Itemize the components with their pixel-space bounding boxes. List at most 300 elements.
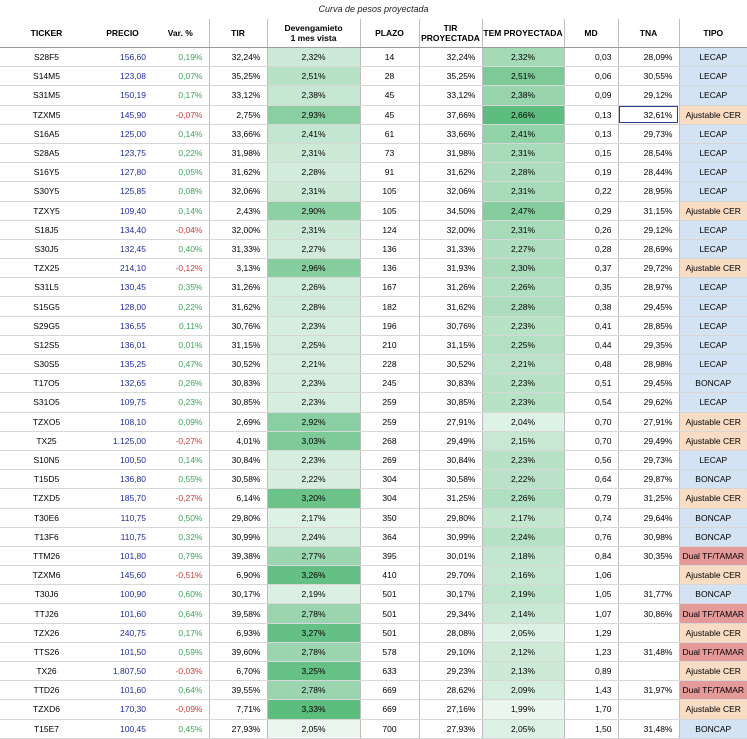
plazo-cell[interactable]: 45 (360, 86, 419, 105)
tir-proyectada-cell[interactable]: 31,26% (419, 278, 482, 297)
price-cell[interactable]: 123,75 (93, 143, 152, 162)
tir-cell[interactable]: 33,12% (209, 86, 267, 105)
price-cell[interactable]: 136,80 (93, 470, 152, 489)
tir-cell[interactable]: 31,62% (209, 297, 267, 316)
tir-cell[interactable]: 30,76% (209, 316, 267, 335)
md-cell[interactable]: 0,13 (564, 105, 618, 124)
tipo-cell[interactable]: BONCAP (679, 585, 747, 604)
tipo-cell[interactable]: Ajustable CER (679, 201, 747, 220)
tem-proyectada-cell[interactable]: 1,99% (482, 700, 564, 719)
tna-cell[interactable]: 29,72% (618, 259, 679, 278)
tir-proyectada-cell[interactable]: 30,85% (419, 393, 482, 412)
plazo-cell[interactable]: 304 (360, 489, 419, 508)
price-cell[interactable]: 135,25 (93, 355, 152, 374)
ticker-cell[interactable]: S15G5 (0, 297, 93, 316)
tna-cell[interactable]: 29,73% (618, 124, 679, 143)
tir-proyectada-cell[interactable]: 27,93% (419, 719, 482, 738)
price-cell[interactable]: 132,65 (93, 374, 152, 393)
table-row[interactable] (0, 374, 747, 393)
ticker-cell[interactable]: S28A5 (0, 143, 93, 162)
ticker-cell[interactable]: T15D5 (0, 470, 93, 489)
price-cell[interactable]: 109,75 (93, 393, 152, 412)
table-row[interactable] (0, 201, 747, 220)
table-row[interactable] (0, 489, 747, 508)
tipo-cell[interactable]: BONCAP (679, 374, 747, 393)
tir-proyectada-cell[interactable]: 30,52% (419, 355, 482, 374)
var-cell[interactable]: 0,32% (152, 527, 209, 546)
tipo-cell[interactable]: BONCAP (679, 527, 747, 546)
tem-proyectada-cell[interactable]: 2,41% (482, 124, 564, 143)
md-cell[interactable]: 0,15 (564, 143, 618, 162)
tem-proyectada-cell[interactable]: 2,26% (482, 489, 564, 508)
tipo-cell[interactable]: BONCAP (679, 508, 747, 527)
devengamiento-cell[interactable]: 3,27% (267, 623, 360, 642)
ticker-cell[interactable]: TZXD5 (0, 489, 93, 508)
table-row[interactable] (0, 86, 747, 105)
var-cell[interactable]: 0,79% (152, 546, 209, 565)
devengamiento-cell[interactable]: 2,23% (267, 450, 360, 469)
plazo-cell[interactable]: 268 (360, 431, 419, 450)
devengamiento-cell[interactable]: 2,51% (267, 67, 360, 86)
price-cell[interactable]: 1.125,00 (93, 431, 152, 450)
ticker-cell[interactable]: T30E6 (0, 508, 93, 527)
ticker-cell[interactable]: TZX26 (0, 623, 93, 642)
ticker-cell[interactable]: S31L5 (0, 278, 93, 297)
md-cell[interactable]: 0,26 (564, 220, 618, 239)
var-cell[interactable]: -0,07% (152, 105, 209, 124)
table-row[interactable] (0, 719, 747, 738)
tem-proyectada-cell[interactable]: 2,05% (482, 719, 564, 738)
md-cell[interactable]: 1,05 (564, 585, 618, 604)
devengamiento-cell[interactable]: 2,23% (267, 393, 360, 412)
tem-proyectada-cell[interactable]: 2,19% (482, 585, 564, 604)
tipo-cell[interactable]: LECAP (679, 67, 747, 86)
plazo-cell[interactable]: 578 (360, 642, 419, 661)
price-cell[interactable]: 127,80 (93, 163, 152, 182)
var-cell[interactable]: 0,60% (152, 585, 209, 604)
table-row[interactable] (0, 527, 747, 546)
var-cell[interactable]: -0,09% (152, 700, 209, 719)
tna-cell[interactable]: 27,91% (618, 412, 679, 431)
price-cell[interactable]: 109,40 (93, 201, 152, 220)
tipo-cell[interactable]: LECAP (679, 316, 747, 335)
tem-proyectada-cell[interactable]: 2,24% (482, 527, 564, 546)
tir-cell[interactable]: 29,80% (209, 508, 267, 527)
tna-cell[interactable]: 30,55% (618, 67, 679, 86)
tem-proyectada-cell[interactable]: 2,51% (482, 67, 564, 86)
tipo-cell[interactable]: LECAP (679, 124, 747, 143)
tir-proyectada-cell[interactable]: 31,62% (419, 163, 482, 182)
devengamiento-cell[interactable]: 2,24% (267, 527, 360, 546)
plazo-cell[interactable]: 61 (360, 124, 419, 143)
tna-cell[interactable]: 31,77% (618, 585, 679, 604)
devengamiento-cell[interactable]: 3,20% (267, 489, 360, 508)
devengamiento-cell[interactable]: 2,92% (267, 412, 360, 431)
table-row[interactable] (0, 278, 747, 297)
tir-cell[interactable]: 31,26% (209, 278, 267, 297)
table-row[interactable] (0, 220, 747, 239)
ticker-cell[interactable]: TTJ26 (0, 604, 93, 623)
var-cell[interactable]: 0,50% (152, 508, 209, 527)
tna-cell[interactable]: 31,15% (618, 201, 679, 220)
table-row[interactable] (0, 585, 747, 604)
var-cell[interactable]: 0,07% (152, 67, 209, 86)
md-cell[interactable]: 0,06 (564, 67, 618, 86)
tir-cell[interactable]: 32,00% (209, 220, 267, 239)
tipo-cell[interactable]: LECAP (679, 182, 747, 201)
tir-cell[interactable]: 30,52% (209, 355, 267, 374)
tir-cell[interactable]: 39,38% (209, 546, 267, 565)
table-row[interactable] (0, 259, 747, 278)
tir-proyectada-cell[interactable]: 30,76% (419, 316, 482, 335)
md-cell[interactable]: 0,22 (564, 182, 618, 201)
tir-proyectada-cell[interactable]: 30,99% (419, 527, 482, 546)
plazo-cell[interactable]: 210 (360, 335, 419, 354)
tir-proyectada-cell[interactable]: 30,01% (419, 546, 482, 565)
col-header-var[interactable]: Var. % (152, 19, 209, 48)
tipo-cell[interactable]: Dual TF/TAMAR (679, 546, 747, 565)
tipo-cell[interactable]: LECAP (679, 393, 747, 412)
plazo-cell[interactable]: 501 (360, 585, 419, 604)
tir-proyectada-cell[interactable]: 27,16% (419, 700, 482, 719)
tir-proyectada-cell[interactable]: 27,91% (419, 412, 482, 431)
tir-proyectada-cell[interactable]: 30,17% (419, 585, 482, 604)
table-row[interactable] (0, 316, 747, 335)
tna-cell[interactable]: 29,62% (618, 393, 679, 412)
plazo-cell[interactable]: 136 (360, 259, 419, 278)
md-cell[interactable]: 0,89 (564, 662, 618, 681)
md-cell[interactable]: 1,23 (564, 642, 618, 661)
price-cell[interactable]: 170,30 (93, 700, 152, 719)
plazo-cell[interactable]: 14 (360, 48, 419, 67)
tir-cell[interactable]: 30,99% (209, 527, 267, 546)
tir-proyectada-cell[interactable]: 32,24% (419, 48, 482, 67)
price-cell[interactable]: 100,50 (93, 450, 152, 469)
md-cell[interactable]: 1,06 (564, 566, 618, 585)
tipo-cell[interactable]: Ajustable CER (679, 700, 747, 719)
tem-proyectada-cell[interactable]: 2,17% (482, 508, 564, 527)
md-cell[interactable]: 0,13 (564, 124, 618, 143)
tir-proyectada-cell[interactable]: 29,70% (419, 566, 482, 585)
var-cell[interactable]: 0,45% (152, 719, 209, 738)
var-cell[interactable]: -0,04% (152, 220, 209, 239)
table-row[interactable] (0, 67, 747, 86)
tir-cell[interactable]: 30,85% (209, 393, 267, 412)
devengamiento-cell[interactable]: 2,41% (267, 124, 360, 143)
devengamiento-cell[interactable]: 2,31% (267, 182, 360, 201)
ticker-cell[interactable]: S12S5 (0, 335, 93, 354)
tir-cell[interactable]: 3,13% (209, 259, 267, 278)
tna-cell[interactable]: 29,64% (618, 508, 679, 527)
tna-cell[interactable]: 30,86% (618, 604, 679, 623)
tir-proyectada-cell[interactable]: 33,12% (419, 86, 482, 105)
plazo-cell[interactable]: 259 (360, 393, 419, 412)
tipo-cell[interactable]: Ajustable CER (679, 105, 747, 124)
tem-proyectada-cell[interactable]: 2,32% (482, 48, 564, 67)
price-cell[interactable]: 214,10 (93, 259, 152, 278)
tem-proyectada-cell[interactable]: 2,31% (482, 182, 564, 201)
tir-cell[interactable]: 27,93% (209, 719, 267, 738)
plazo-cell[interactable]: 259 (360, 412, 419, 431)
tna-cell[interactable]: 31,25% (618, 489, 679, 508)
plazo-cell[interactable]: 91 (360, 163, 419, 182)
md-cell[interactable]: 0,74 (564, 508, 618, 527)
plazo-cell[interactable]: 364 (360, 527, 419, 546)
tir-cell[interactable]: 6,90% (209, 566, 267, 585)
col-header-ticker[interactable]: TICKER (0, 19, 93, 48)
md-cell[interactable]: 0,56 (564, 450, 618, 469)
table-row[interactable] (0, 335, 747, 354)
table-row[interactable] (0, 604, 747, 623)
tir-cell[interactable]: 32,24% (209, 48, 267, 67)
ticker-cell[interactable]: TX26 (0, 662, 93, 681)
devengamiento-cell[interactable]: 2,23% (267, 374, 360, 393)
tem-proyectada-cell[interactable]: 2,47% (482, 201, 564, 220)
price-cell[interactable]: 125,00 (93, 124, 152, 143)
var-cell[interactable]: 0,22% (152, 297, 209, 316)
devengamiento-cell[interactable]: 2,23% (267, 316, 360, 335)
col-header-plazo[interactable]: PLAZO (360, 19, 419, 48)
tipo-cell[interactable]: Ajustable CER (679, 489, 747, 508)
tir-cell[interactable]: 30,17% (209, 585, 267, 604)
ticker-cell[interactable]: S31O5 (0, 393, 93, 412)
var-cell[interactable]: 0,17% (152, 623, 209, 642)
table-row[interactable] (0, 105, 747, 124)
tipo-cell[interactable]: LECAP (679, 220, 747, 239)
plazo-cell[interactable]: 228 (360, 355, 419, 374)
tna-cell[interactable]: 28,69% (618, 239, 679, 258)
md-cell[interactable]: 0,70 (564, 431, 618, 450)
plazo-cell[interactable]: 167 (360, 278, 419, 297)
price-cell[interactable]: 101,80 (93, 546, 152, 565)
plazo-cell[interactable]: 28 (360, 67, 419, 86)
ticker-cell[interactable]: TTD26 (0, 681, 93, 700)
table-row[interactable] (0, 412, 747, 431)
md-cell[interactable]: 0,41 (564, 316, 618, 335)
col-header-precio[interactable]: PRECIO (93, 19, 152, 48)
tir-proyectada-cell[interactable]: 31,98% (419, 143, 482, 162)
price-cell[interactable]: 145,90 (93, 105, 152, 124)
tipo-cell[interactable]: Ajustable CER (679, 623, 747, 642)
ticker-cell[interactable]: TX25 (0, 431, 93, 450)
tir-cell[interactable]: 4,01% (209, 431, 267, 450)
md-cell[interactable]: 0,44 (564, 335, 618, 354)
ticker-cell[interactable]: T15E7 (0, 719, 93, 738)
tna-cell[interactable]: 28,95% (618, 182, 679, 201)
plazo-cell[interactable]: 304 (360, 470, 419, 489)
var-cell[interactable]: 0,64% (152, 681, 209, 700)
col-header-md[interactable]: MD (564, 19, 618, 48)
tir-cell[interactable]: 39,58% (209, 604, 267, 623)
tipo-cell[interactable]: Ajustable CER (679, 431, 747, 450)
tem-proyectada-cell[interactable]: 2,04% (482, 412, 564, 431)
tir-proyectada-cell[interactable]: 31,62% (419, 297, 482, 316)
tna-cell[interactable]: 28,85% (618, 316, 679, 335)
tir-cell[interactable]: 32,06% (209, 182, 267, 201)
var-cell[interactable]: 0,08% (152, 182, 209, 201)
tir-cell[interactable]: 39,55% (209, 681, 267, 700)
tir-cell[interactable]: 30,83% (209, 374, 267, 393)
table-row[interactable] (0, 143, 747, 162)
price-cell[interactable]: 136,55 (93, 316, 152, 335)
devengamiento-cell[interactable]: 2,19% (267, 585, 360, 604)
tipo-cell[interactable]: Ajustable CER (679, 566, 747, 585)
table-row[interactable] (0, 508, 747, 527)
tir-proyectada-cell[interactable]: 29,49% (419, 431, 482, 450)
table-row[interactable] (0, 355, 747, 374)
ticker-cell[interactable]: S18J5 (0, 220, 93, 239)
tipo-cell[interactable]: BONCAP (679, 470, 747, 489)
tna-cell[interactable]: 28,54% (618, 143, 679, 162)
tir-proyectada-cell[interactable]: 29,80% (419, 508, 482, 527)
tir-cell[interactable]: 31,62% (209, 163, 267, 182)
devengamiento-cell[interactable]: 2,31% (267, 143, 360, 162)
devengamiento-cell[interactable]: 2,77% (267, 546, 360, 565)
devengamiento-cell[interactable]: 2,28% (267, 297, 360, 316)
md-cell[interactable]: 0,09 (564, 86, 618, 105)
tir-cell[interactable]: 30,84% (209, 450, 267, 469)
tir-cell[interactable]: 6,70% (209, 662, 267, 681)
tna-cell[interactable]: 31,48% (618, 719, 679, 738)
tir-proyectada-cell[interactable]: 32,00% (419, 220, 482, 239)
price-cell[interactable]: 145,60 (93, 566, 152, 585)
tipo-cell[interactable]: LECAP (679, 450, 747, 469)
tem-proyectada-cell[interactable]: 2,31% (482, 143, 564, 162)
ticker-cell[interactable]: TTM26 (0, 546, 93, 565)
tem-proyectada-cell[interactable]: 2,66% (482, 105, 564, 124)
table-row[interactable] (0, 450, 747, 469)
devengamiento-cell[interactable]: 2,25% (267, 335, 360, 354)
tna-cell[interactable]: 28,97% (618, 278, 679, 297)
devengamiento-cell[interactable]: 3,26% (267, 566, 360, 585)
table-row[interactable] (0, 470, 747, 489)
table-row[interactable] (0, 700, 747, 719)
plazo-cell[interactable]: 669 (360, 681, 419, 700)
devengamiento-cell[interactable]: 2,38% (267, 86, 360, 105)
ticker-cell[interactable]: S16Y5 (0, 163, 93, 182)
var-cell[interactable]: 0,19% (152, 48, 209, 67)
plazo-cell[interactable]: 395 (360, 546, 419, 565)
table-row[interactable] (0, 239, 747, 258)
md-cell[interactable]: 1,43 (564, 681, 618, 700)
plazo-cell[interactable]: 182 (360, 297, 419, 316)
table-row[interactable] (0, 681, 747, 700)
tipo-cell[interactable]: LECAP (679, 355, 747, 374)
price-cell[interactable]: 128,00 (93, 297, 152, 316)
devengamiento-cell[interactable]: 2,96% (267, 259, 360, 278)
tir-cell[interactable]: 31,98% (209, 143, 267, 162)
price-cell[interactable]: 136,01 (93, 335, 152, 354)
tna-cell[interactable]: 29,45% (618, 297, 679, 316)
tna-cell[interactable] (618, 662, 679, 681)
plazo-cell[interactable]: 669 (360, 700, 419, 719)
tipo-cell[interactable]: LECAP (679, 143, 747, 162)
devengamiento-cell[interactable]: 2,22% (267, 470, 360, 489)
tem-proyectada-cell[interactable]: 2,28% (482, 163, 564, 182)
var-cell[interactable]: 0,05% (152, 163, 209, 182)
table-row[interactable] (0, 182, 747, 201)
tir-cell[interactable]: 30,58% (209, 470, 267, 489)
md-cell[interactable]: 0,19 (564, 163, 618, 182)
devengamiento-cell[interactable]: 3,03% (267, 431, 360, 450)
tem-proyectada-cell[interactable]: 2,12% (482, 642, 564, 661)
md-cell[interactable]: 0,48 (564, 355, 618, 374)
tipo-cell[interactable]: LECAP (679, 86, 747, 105)
table-row[interactable] (0, 623, 747, 642)
var-cell[interactable]: 0,47% (152, 355, 209, 374)
devengamiento-cell[interactable]: 2,78% (267, 642, 360, 661)
tir-proyectada-cell[interactable]: 28,08% (419, 623, 482, 642)
var-cell[interactable]: 0,11% (152, 316, 209, 335)
tir-cell[interactable]: 35,25% (209, 67, 267, 86)
tna-cell[interactable]: 30,98% (618, 527, 679, 546)
md-cell[interactable]: 0,35 (564, 278, 618, 297)
price-cell[interactable]: 125,85 (93, 182, 152, 201)
md-cell[interactable]: 0,28 (564, 239, 618, 258)
tna-cell[interactable]: 30,35% (618, 546, 679, 565)
tem-proyectada-cell[interactable]: 2,25% (482, 335, 564, 354)
col-header-tir-proyectada[interactable]: TIR PROYECTADA (419, 19, 482, 48)
price-cell[interactable]: 150,19 (93, 86, 152, 105)
tir-cell[interactable]: 31,33% (209, 239, 267, 258)
md-cell[interactable]: 0,37 (564, 259, 618, 278)
var-cell[interactable]: -0,27% (152, 489, 209, 508)
tipo-cell[interactable]: LECAP (679, 278, 747, 297)
table-row[interactable] (0, 393, 747, 412)
tna-cell[interactable]: 29,12% (618, 86, 679, 105)
tipo-cell[interactable]: LECAP (679, 297, 747, 316)
tir-proyectada-cell[interactable]: 33,66% (419, 124, 482, 143)
tir-proyectada-cell[interactable]: 31,93% (419, 259, 482, 278)
var-cell[interactable]: 0,64% (152, 604, 209, 623)
table-row[interactable] (0, 297, 747, 316)
tem-proyectada-cell[interactable]: 2,16% (482, 566, 564, 585)
ticker-cell[interactable]: S30S5 (0, 355, 93, 374)
md-cell[interactable]: 0,76 (564, 527, 618, 546)
table-row[interactable] (0, 163, 747, 182)
price-cell[interactable]: 130,45 (93, 278, 152, 297)
tna-cell[interactable]: 29,35% (618, 335, 679, 354)
tir-proyectada-cell[interactable]: 29,23% (419, 662, 482, 681)
devengamiento-cell[interactable]: 3,25% (267, 662, 360, 681)
tna-cell[interactable]: 29,87% (618, 470, 679, 489)
var-cell[interactable]: 0,01% (152, 335, 209, 354)
price-cell[interactable]: 101,60 (93, 604, 152, 623)
md-cell[interactable]: 0,38 (564, 297, 618, 316)
var-cell[interactable]: 0,14% (152, 450, 209, 469)
table-row[interactable] (0, 48, 747, 67)
devengamiento-cell[interactable]: 2,21% (267, 355, 360, 374)
devengamiento-cell[interactable]: 2,31% (267, 220, 360, 239)
price-cell[interactable]: 240,75 (93, 623, 152, 642)
tir-proyectada-cell[interactable]: 29,10% (419, 642, 482, 661)
tna-cell[interactable]: 29,73% (618, 450, 679, 469)
tir-proyectada-cell[interactable]: 29,34% (419, 604, 482, 623)
ticker-cell[interactable]: TZXM5 (0, 105, 93, 124)
plazo-cell[interactable]: 501 (360, 623, 419, 642)
tipo-cell[interactable]: Dual TF/TAMAR (679, 642, 747, 661)
tem-proyectada-cell[interactable]: 2,30% (482, 259, 564, 278)
tir-proyectada-cell[interactable]: 37,66% (419, 105, 482, 124)
tna-cell[interactable]: 31,48% (618, 642, 679, 661)
var-cell[interactable]: -0,03% (152, 662, 209, 681)
md-cell[interactable]: 0,84 (564, 546, 618, 565)
plazo-cell[interactable]: 410 (360, 566, 419, 585)
ticker-cell[interactable]: S31M5 (0, 86, 93, 105)
devengamiento-cell[interactable]: 2,78% (267, 604, 360, 623)
md-cell[interactable]: 0,79 (564, 489, 618, 508)
var-cell[interactable]: 0,14% (152, 124, 209, 143)
